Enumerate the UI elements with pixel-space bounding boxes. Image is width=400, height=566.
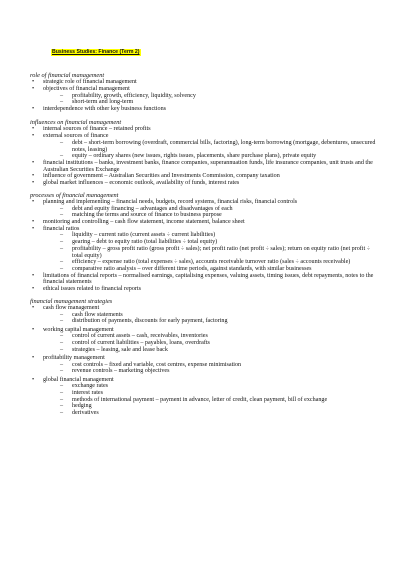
sub-bullet-item: – control of current liabilities – payables, loans, overdrafts (30, 340, 380, 347)
bullet-item: • global financial management (30, 377, 380, 384)
section-list (30, 199, 380, 293)
section-heading: financial management strategies (30, 297, 113, 305)
section-heading: role of financial management (30, 72, 105, 79)
bullet-item: • profitability management (30, 355, 380, 362)
sub-bullet-item: – gearing – debt to equity ratio (total liabilities ÷ total equity) (30, 239, 380, 246)
spacer (30, 113, 380, 115)
sub-bullet-item: – equity – ordinary shares (new issues, rights issues, placements, share purchase plans), private equity (30, 153, 380, 160)
sub-bullet-item: – efficiency – expense ratio (total expenses ÷ sales), accounts receivable turnover ratio (sales ÷ accounts receivable) (30, 259, 380, 266)
bullet-item: • global market influences – economic outlook, availability of funds, interest rates (30, 180, 380, 187)
bullet-item: • external sources of finance (30, 133, 380, 140)
bullet-item: • financial institutions – banks, investment banks, finance companies, superannuation funds, life insurance companies, unit trusts and the Australian Securities Exchange (30, 160, 380, 173)
section-heading: influences on financial management (30, 119, 122, 127)
sub-bullet-item: – methods of international payment – payment in advance, letter of credit, clean payment, bill of exchange (30, 397, 380, 404)
sub-bullet-item: – comparative ratio analysis – over different time periods, against standards, with similar businesses (30, 266, 380, 273)
sub-bullet-item: – debt and equity financing – advantages and disadvantages of each (30, 206, 380, 213)
section-list (30, 79, 380, 114)
sub-bullet-item: – revenue controls – marketing objectives (30, 368, 380, 375)
bullet-item: • limitations of financial reports – normalised earnings, capitalising expenses, valuing assets, timing issues, debt repayments, notes to the financial statements (30, 273, 380, 286)
document-title: Business Studies: Finance (Term 2) (52, 49, 140, 55)
bullet-item: • planning and implementing – financial needs, budgets, record systems, financial risks, financial controls (30, 199, 380, 206)
sub-bullet-item: – hedging (30, 403, 380, 410)
sub-bullet-item: – derivatives (30, 410, 380, 417)
sub-bullet-item: – strategies – leasing, sale and lease back (30, 347, 380, 354)
sub-bullet-item: – profitability, growth, efficiency, liquidity, solvency (30, 93, 380, 100)
section-list (30, 126, 380, 186)
bullet-item: • interdependence with other key business functions (30, 106, 380, 113)
sub-bullet-item: – control of current assets – cash, receivables, inventories (30, 333, 380, 340)
bullet-item: • financial ratios (30, 226, 380, 233)
bullet-item: • internal sources of finance – retained profits (30, 126, 380, 133)
sub-bullet-item: – short-term and long-term (30, 99, 380, 106)
sub-bullet-item: – interest rates (30, 390, 380, 397)
section-heading: processes of financial management (30, 191, 119, 199)
sub-bullet-item: – cash flow statements (30, 312, 380, 319)
sub-bullet-item: – matching the terms and source of finance to business purpose (30, 212, 380, 219)
section-list (30, 305, 380, 417)
sub-bullet-item: – exchange rates (30, 383, 380, 390)
bullet-item: • working capital management (30, 327, 380, 334)
sub-bullet-item: – profitability – gross profit ratio (gross profit ÷ sales); net profit ratio (net profit ÷ sales); return on equity ratio (net profit ÷ total equity) (30, 246, 380, 259)
bullet-item: • monitoring and controlling – cash flow statement, income statement, balance sheet (30, 219, 380, 226)
bullet-item: • cash flow management (30, 305, 380, 312)
sub-bullet-item: – distribution of payments, discounts for early payment, factoring (30, 318, 380, 325)
bullet-item: • ethical issues related to financial reports (30, 286, 380, 293)
sub-bullet-item: – cost controls – fixed and variable, cost centres, expense minimisation (30, 362, 380, 369)
bullet-item: • objectives of financial management (30, 86, 380, 93)
sub-bullet-item: – liquidity – current ratio (current assets ÷ current liabilities) (30, 232, 380, 239)
sub-bullet-item: – debt – short-term borrowing (overdraft, commercial bills, factoring), long-term borrowing (mortgage, debentures, unsecured notes, leasing) (30, 140, 380, 153)
bullet-item: • strategic role of financial management (30, 79, 380, 86)
bullet-item: • influence of government – Australian Securities and Investments Commission, company taxation (30, 173, 380, 180)
document-content (30, 72, 380, 417)
